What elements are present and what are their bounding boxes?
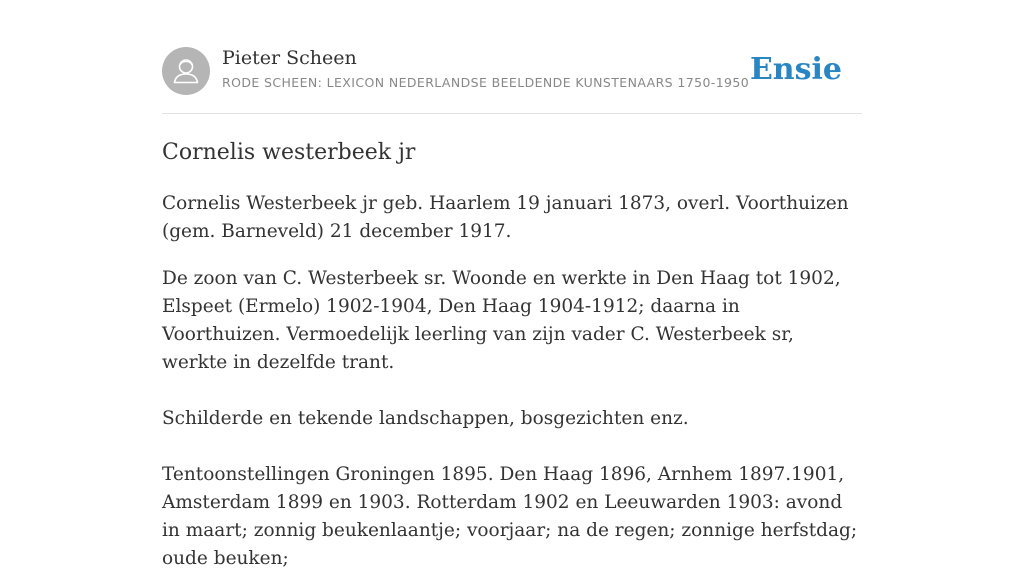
article-paragraph: Cornelis Westerbeek jr geb. Haarlem 19 januari 1873, overl. Voorthuizen (gem. Barneveld) 21 december 1917. <box>162 193 849 242</box>
ensie-logo[interactable]: Ensie <box>749 52 842 87</box>
user-avatar-icon[interactable] <box>162 47 210 95</box>
article-header <box>162 47 862 95</box>
author-name[interactable]: Pieter Scheen <box>222 47 357 69</box>
source-title[interactable]: RODE SCHEEN: LEXICON NEDERLANDSE BEELDENDE KUNSTENAARS 1750-1950 <box>222 75 750 90</box>
header-divider <box>162 113 862 114</box>
article-title: Cornelis westerbeek jr <box>162 140 416 165</box>
article-paragraph: De zoon van C. Westerbeek sr. Woonde en werkte in Den Haag tot 1902, Elspeet (Ermelo) 1902-1904, Den Haag 1904-1912; daarna in Voorthuizen. Vermoedelijk leerling van zijn vader C. Westerbeek sr, werkte in dezelfde trant. Schilderde en tekende landschappen, bosgezichten enz. Tentoonstellingen Groningen 1895. Den Haag 1896, Arnhem 1897.1901, Amsterdam 1899 en 1903. Rotterdam 1902 en Leeuwarden 1903: avond in maart; zonnig beukenlaantje; voorjaar; na de regen; zonnige herfstdag; oude beuken; <box>162 268 858 569</box>
article-content <box>162 138 862 573</box>
